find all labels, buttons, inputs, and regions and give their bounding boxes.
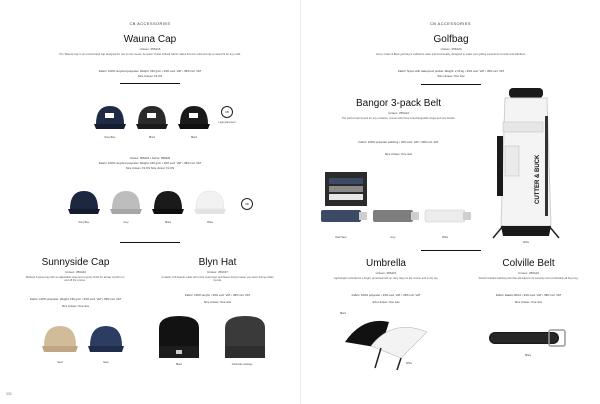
bangor-belts-image	[319, 170, 479, 234]
blyn-spec: Fabric: 100% acrylic • 33% excl. VAT • 39% incl. VAT	[184, 293, 251, 297]
divider	[421, 84, 481, 85]
sunnyside-caps	[40, 320, 130, 360]
blyn-desc: A classic soft beanie made with a knit outer layer and fleece lining to keep you warm during colder rounds.	[161, 276, 274, 283]
cap-navy	[94, 106, 126, 129]
wauna-sku: Unisex: 356416	[139, 47, 161, 51]
sunnyside-spec: Fabric: 100% polyester. Weight: 150 g/m² • 33% excl. VAT • 39% incl. VAT	[29, 297, 122, 301]
divider	[120, 242, 180, 243]
wauna-row2-sizes: Size Unisex: Fit OS Size Junior: Fit OS	[125, 166, 175, 170]
color-label: Black	[191, 136, 197, 139]
golfbag-sku: Unisex: 356420	[440, 47, 462, 51]
bangor-desc: The perfect belt 3-pack for any occasion. Comes with three interchangeable straps and one buckle.	[341, 117, 456, 120]
wauna-sizes: Size Unisex: Fit OS	[137, 74, 163, 78]
logo-badge: CB	[221, 106, 233, 118]
wauna-caps-row2	[66, 185, 236, 221]
color-label: Navy Blue	[78, 221, 90, 224]
badge-caption: Logo placement	[218, 121, 236, 124]
color-label: Navy Blue	[104, 136, 116, 139]
blyn-title: Blyn Hat	[198, 257, 237, 268]
golfbag-desc: Every Cutter & Buck golf bag is crafted for ease and functionality, designed to make your golfing experience smooth and effortless.	[376, 53, 526, 56]
color-label: Black	[340, 312, 346, 315]
cap-grey	[136, 106, 168, 129]
section-tag: CB ACCESSORIES	[129, 21, 171, 26]
wauna-spec: Fabric: 100% recycled polyester. Weight: 150 g/m² • 33% excl. VAT • 39% incl. VAT	[98, 69, 202, 73]
color-label: White	[405, 362, 413, 365]
colville-desc: Stretch braided webbing belt that will adjust to fit securely and comfortably all day long.	[478, 277, 579, 280]
sunnyside-title: Sunnyside Cap	[41, 257, 110, 268]
umbrella-desc: Lightweight umbrella for a bright, protected look on rainy days on the course and in the city.	[333, 277, 439, 280]
color-label: Anthracite melange	[231, 363, 253, 366]
golfbag-brand-text: CUTTER & BUCK	[535, 154, 541, 204]
color-label: Dark Navy	[335, 236, 347, 239]
blyn-sku: Unisex: 356437	[207, 270, 228, 274]
wauna-row2-spec: Unisex: 356416 • Junior: 356426	[129, 156, 171, 160]
color-label: White	[206, 221, 214, 224]
sunnyside-sizes: Size Unisex: One size	[61, 304, 90, 308]
golfbag-image	[491, 86, 561, 240]
color-label: Black	[176, 363, 182, 366]
bangor-sizes: Size Unisex: One size	[384, 152, 413, 156]
colville-sizes: Size Unisex: One size	[514, 300, 543, 304]
bangor-spec: Fabric: 100% polyester webbing • 33% excl. VAT • 39% incl. VAT	[358, 140, 439, 144]
blyn-hats	[155, 312, 275, 362]
wauna-caps-row1	[92, 100, 212, 136]
umbrella-title: Umbrella	[365, 258, 406, 269]
sunnyside-desc: Relaxed 6-panel cap with an adjustable strap and a sporty finish for all-day comfort on and off the course.	[25, 276, 125, 283]
sunnyside-sku: Unisex: 356440	[65, 270, 86, 274]
golfbag-spec: Fabric: Nylon with waterproof pocket. Weight: 2,15 kg • 33% excl. VAT • 39% incl. VAT	[397, 69, 505, 73]
blyn-sizes: Size Unisex: One size	[203, 300, 232, 304]
color-label: White	[441, 236, 449, 239]
color-label: Grey	[123, 221, 129, 224]
divider	[120, 83, 180, 84]
colville-sku: Unisex: 356423	[518, 271, 539, 275]
golfbag-title: Golfbag	[433, 34, 469, 45]
right-page	[300, 0, 600, 404]
bangor-title: Bangor 3-pack Belt	[355, 98, 442, 109]
umbrella-spec: Fabric: 100% polyester • 33% excl. VAT • 39% incl. VAT	[351, 293, 421, 297]
colville-title: Colville Belt	[502, 258, 555, 269]
cap-black	[178, 106, 210, 129]
color-label: Black	[165, 221, 171, 224]
umbrella-sku: Unisex: 356421	[375, 271, 397, 275]
golfbag-sizes: Size Unisex: One size	[437, 74, 465, 78]
section-tag: CB ACCESSORIES	[430, 21, 471, 26]
logo-badge: CB	[241, 198, 253, 210]
colville-spec: Fabric: Elastic 90/10 • 33% excl. VAT • 39% incl. VAT	[495, 293, 562, 297]
umbrella-sizes: Size Unisex: One size	[372, 300, 400, 304]
color-label: Black	[525, 354, 531, 357]
colville-belt-image	[487, 326, 569, 352]
color-label: Navy	[103, 361, 109, 364]
page-number: 330	[6, 392, 12, 396]
wauna-row2-spec2: Fabric: 100% recycled polyester. Weight: 150 g/m² • 33% excl. VAT • 39% incl. VAT	[98, 161, 202, 165]
bangor-sku: Unisex: 356424	[388, 111, 409, 115]
wauna-title: Wauna Cap	[123, 34, 177, 45]
color-label: Black	[149, 136, 155, 139]
wauna-desc: The 'Wauna Cap' is an unstructured cap designed for use on the course. Its iconic 'Cutter & Buck' fabric makes this trim-coloured cap a natural fit for any outfit.	[59, 53, 241, 56]
divider	[421, 250, 481, 251]
color-label: Sand	[57, 361, 63, 364]
color-label: White	[522, 241, 530, 244]
color-label: Grey	[390, 236, 396, 239]
